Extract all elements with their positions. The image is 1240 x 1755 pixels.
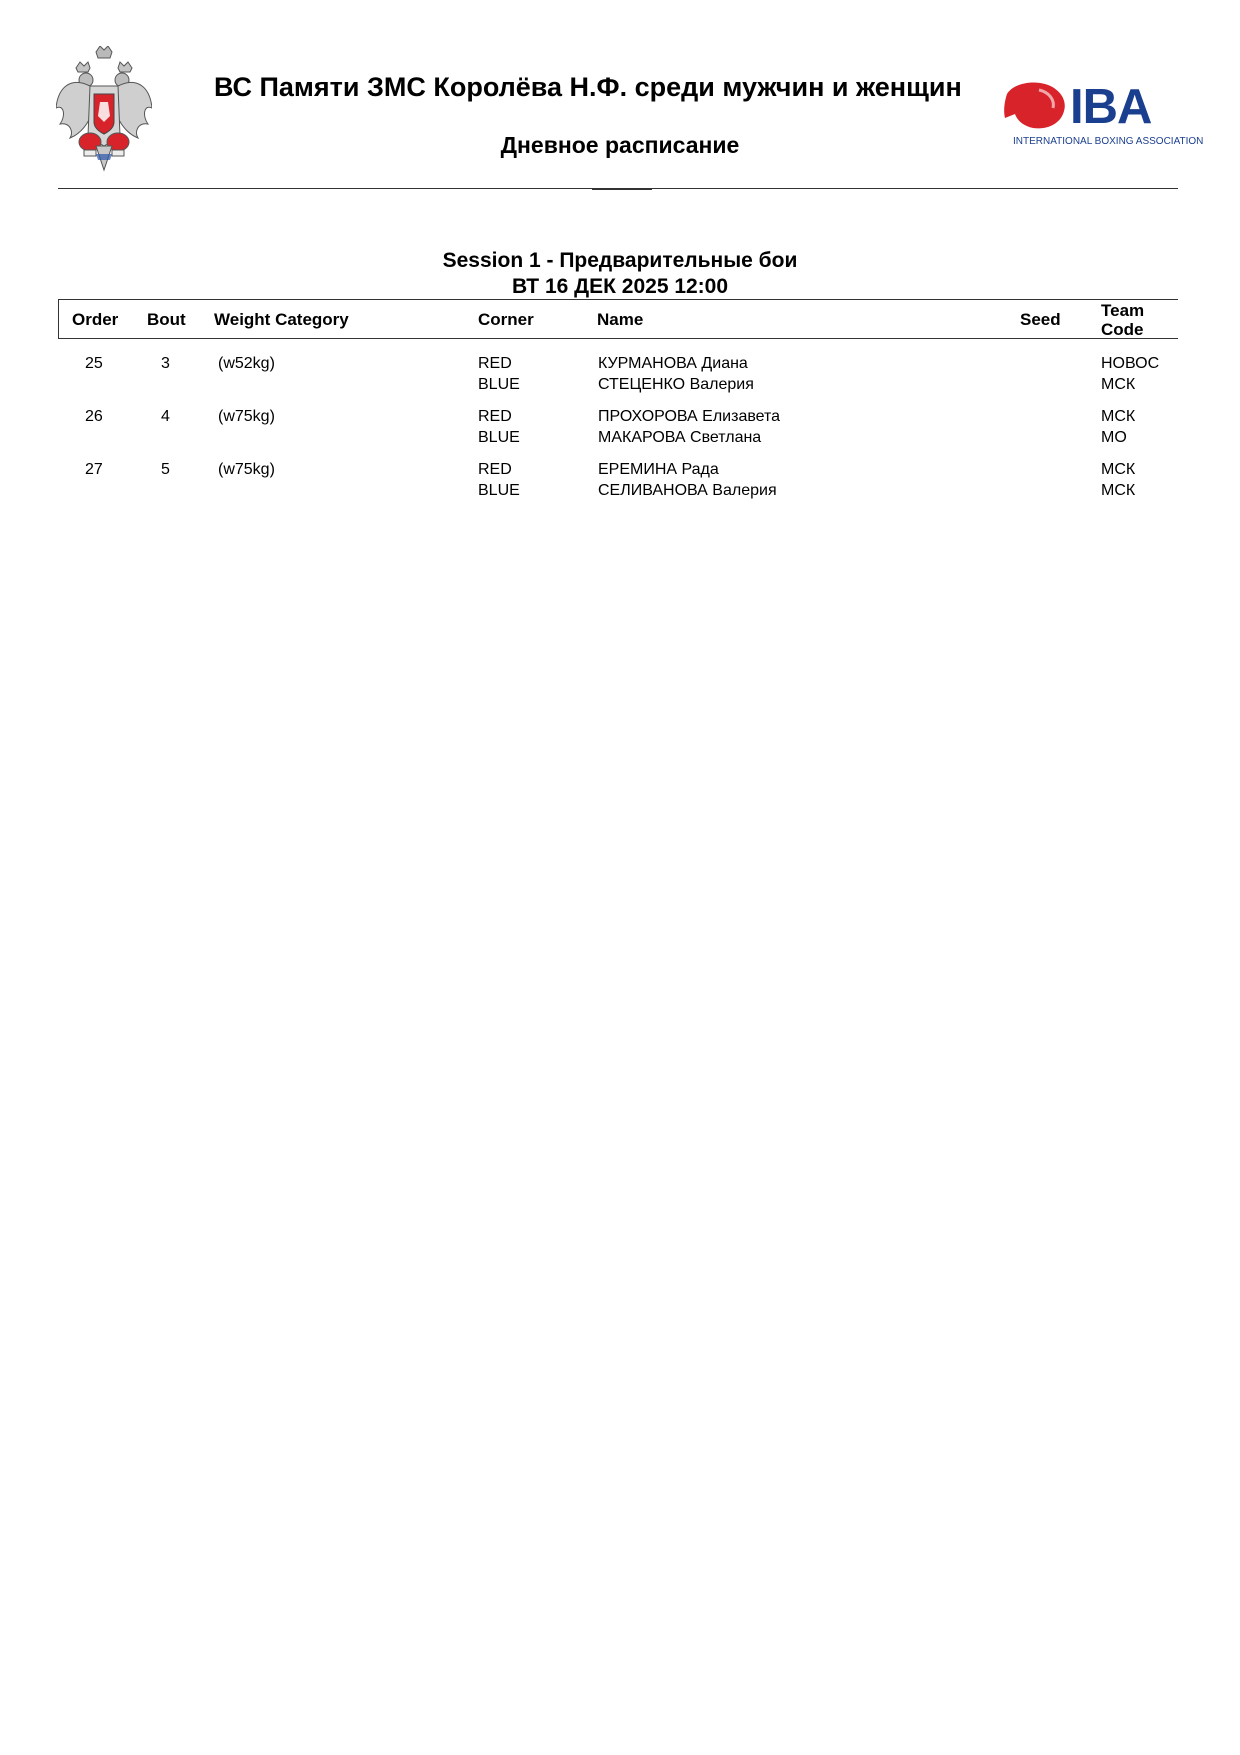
- row-2-red-corner: RED: [478, 408, 512, 425]
- row-3-red-name: ЕРЕМИНА Рада: [598, 461, 719, 478]
- row-1-red-name: КУРМАНОВА Диана: [598, 355, 748, 372]
- header-divider-mark: [592, 188, 652, 190]
- row-2-bout: 4: [161, 408, 170, 425]
- row-3-blue-corner: BLUE: [478, 482, 520, 499]
- row-3-blue-team: МСК: [1101, 482, 1136, 499]
- col-header-team-line2: Code: [1101, 320, 1144, 339]
- row-1-weight: (w52kg): [218, 355, 275, 372]
- row-3-red-team: МСК: [1101, 461, 1136, 478]
- col-header-name: Name: [597, 310, 644, 329]
- row-3-weight: (w75kg): [218, 461, 275, 478]
- row-1-bout: 3: [161, 355, 170, 372]
- row-3-bout: 5: [161, 461, 170, 478]
- row-1-red-team: НОВОС: [1101, 355, 1160, 372]
- row-1-blue-name: СТЕЦЕНКО Валерия: [598, 376, 754, 393]
- row-3-blue-name: СЕЛИВАНОВА Валерия: [598, 482, 777, 499]
- col-header-team-line1: Team: [1101, 301, 1145, 320]
- boxing-glove-icon: [1003, 80, 1075, 132]
- row-2-weight: (w75kg): [218, 408, 275, 425]
- row-2-blue-team: МО: [1101, 429, 1127, 446]
- row-3-order: 27: [85, 461, 103, 478]
- row-2-blue-corner: BLUE: [478, 429, 520, 446]
- col-header-bout: Bout: [147, 310, 186, 329]
- col-header-weight: Weight Category: [214, 310, 349, 329]
- session-title: Session 1 - Предварительные бои: [442, 249, 798, 272]
- page-subtitle: Дневное расписание: [500, 132, 740, 158]
- iba-logo-subtext: INTERNATIONAL BOXING ASSOCIATION: [1013, 136, 1204, 147]
- col-header-seed: Seed: [1020, 310, 1061, 329]
- iba-logo-wordmark: IBA: [1070, 80, 1152, 134]
- row-1-red-corner: RED: [478, 355, 512, 372]
- row-3-red-corner: RED: [478, 461, 512, 478]
- row-2-red-name: ПРОХОРОВА Елизавета: [598, 408, 781, 425]
- row-1-order: 25: [85, 355, 103, 372]
- row-1-blue-corner: BLUE: [478, 376, 520, 393]
- row-2-blue-name: МАКАРОВА Светлана: [598, 429, 762, 446]
- col-header-corner: Corner: [478, 310, 534, 329]
- row-2-red-team: МСК: [1101, 408, 1136, 425]
- session-datetime: ВТ 16 ДЕК 2025 12:00: [511, 275, 729, 298]
- page-title: ВС Памяти ЗМС Королёва Н.Ф. среди мужчин и женщин: [214, 72, 962, 102]
- col-header-order: Order: [72, 310, 119, 329]
- row-2-order: 26: [85, 408, 103, 425]
- row-1-blue-team: МСК: [1101, 376, 1136, 393]
